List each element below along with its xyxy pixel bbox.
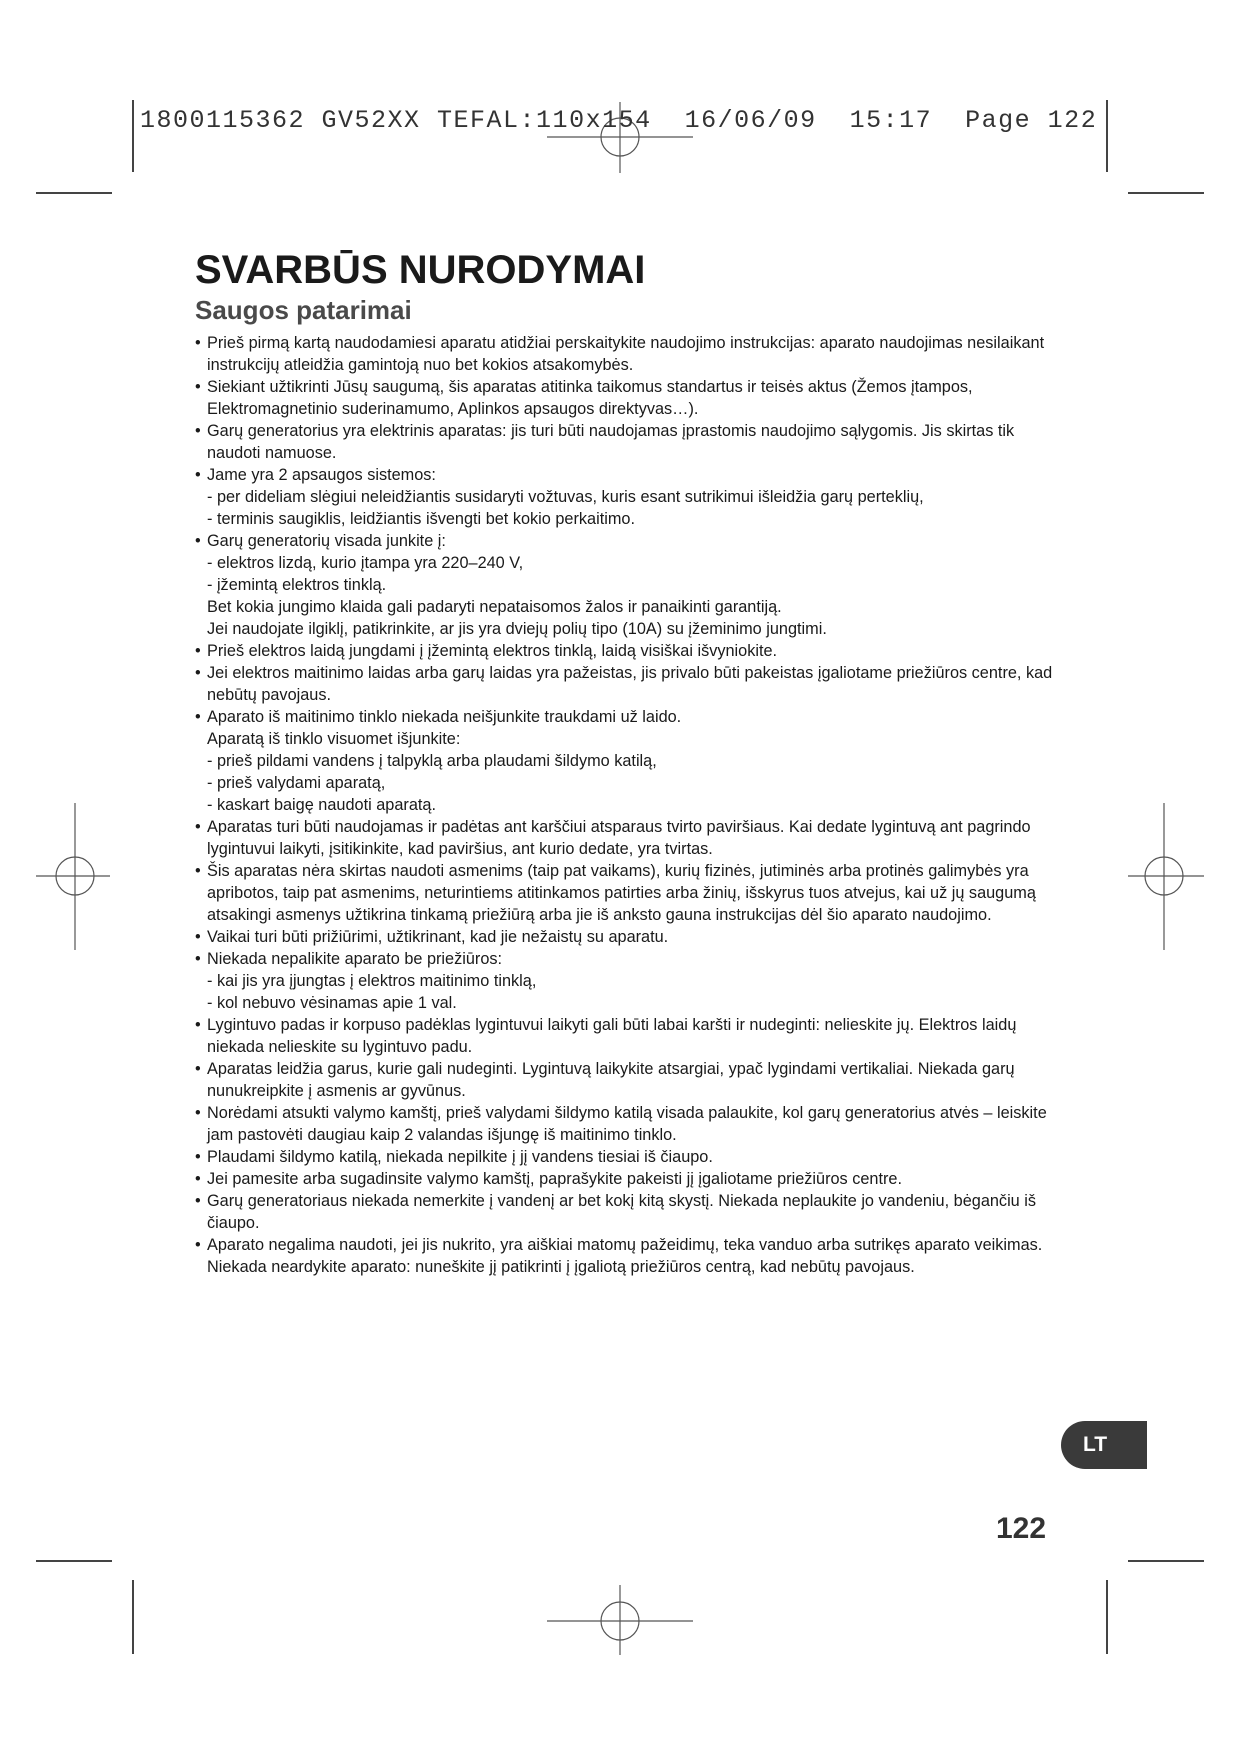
bullet-icon: • [195,378,201,396]
list-item-text: Siekiant užtikrinti Jūsų saugumą, šis aparatas atitinka taikomus standartus ir teisės aktus (Žemos įtampos, Elektromagnetinio suderinamumo, Aplinkos apsaugos direktyvas…). [207,378,973,418]
list-item [195,376,1055,420]
bullet-icon: • [195,862,201,880]
list-item-text: Garų generatorius yra elektrinis aparatas: jis turi būti naudojamas įprastomis naudojimo sąlygomis. Jis skirtas tik naudoti namuose. [207,422,1015,462]
bullet-icon: • [195,1060,201,1078]
bullet-icon: • [195,818,201,836]
list-item-subline: - kai jis yra įjungtas į elektros maitinimo tinklą, [207,972,537,990]
safety-list [195,332,1055,1278]
list-item-text: Prieš elektros laidą jungdami į įžemintą elektros tinklą, laidą visiškai išvyniokite. [207,642,778,660]
list-item [195,464,1055,530]
list-item [195,1014,1055,1058]
bullet-icon: • [195,1104,201,1122]
bullet-icon: • [195,1192,201,1210]
print-header-job: 1800115362 GV52XX TEFAL:110x154 [140,106,652,135]
page-number: 122 [996,1512,1047,1545]
list-item-subline: - terminis saugiklis, leidžiantis išvengti bet kokio perkaitimo. [207,510,636,528]
list-item-subline: - kaskart baigę naudoti aparatą. [207,796,436,814]
list-item [195,1058,1055,1102]
bullet-icon: • [195,1016,201,1034]
bullet-icon: • [195,708,201,726]
print-header-page: Page 122 [965,106,1098,135]
list-item-text: Šis aparatas nėra skirtas naudoti asmenims (taip pat vaikams), kurių fizinės, jutiminės arba protinės galimybės yra apribotos, taip pat asmenims, neturintiems atitinkamos patirties arba žinių, išskyrus tuos atvejus, kai už jų saugumą atsakingi asmenys užtikrina tinkamą priežiūrą arba jie iš anksto gauna instrukcijas dėl šio aparato naudojimo. [207,862,1036,924]
registration-mark-right [1128,803,1204,950]
bullet-icon: • [195,334,201,352]
registration-mark-left [36,803,110,950]
bullet-icon: • [195,1148,201,1166]
list-item-subline: Jei naudojate ilgiklį, patikrinkite, ar jis yra dviejų polių tipo (10A) su įžeminimo jungtimi. [207,620,827,638]
list-item-subline: - prieš pildami vandens į talpyklą arba plaudami šildymo katilą, [207,752,657,770]
print-header-date: 16/06/09 [684,106,817,135]
list-item [195,1146,1055,1168]
list-item-text: Aparato negalima naudoti, jei jis nukrito, yra aiškiai matomų pažeidimų, teka vanduo arba sutrikęs aparato veikimas. Niekada neardykite aparato: nuneškite jį patikrinti į įgaliotą priežiūros centrą, kad nebūtų pavojaus. [207,1236,1043,1276]
list-item-text: Prieš pirmą kartą naudodamiesi aparatu atidžiai perskaitykite naudojimo instrukcijas: aparato naudojimas nesilaikant instrukcijų atleidžia gamintoją nuo bet kokios atsakomybės. [207,334,1045,374]
list-item [195,1190,1055,1234]
page-title: SVARBŪS NURODYMAI [195,248,646,292]
bullet-icon: • [195,1236,201,1254]
list-item-subline: Aparatą iš tinklo visuomet išjunkite: [207,730,461,748]
registration-mark-bottom [547,1585,693,1655]
list-item-text: Jei elektros maitinimo laidas arba garų laidas yra pažeistas, jis privalo būti pakeistas įgaliotame priežiūros centre, kad nebūtų pavojaus. [207,664,1053,704]
list-item-subline: - elektros lizdą, kurio įtampa yra 220–240 V, [207,554,524,572]
list-item [195,662,1055,706]
list-item [195,816,1055,860]
list-item [195,860,1055,926]
list-item [195,530,1055,640]
list-item [195,926,1055,948]
list-item-text: Niekada nepalikite aparato be priežiūros: [207,950,503,968]
bullet-icon: • [195,664,201,682]
list-item-subline: - kol nebuvo vėsinamas apie 1 val. [207,994,457,1012]
bullet-icon: • [195,928,201,946]
list-item-text: Aparato iš maitinimo tinklo niekada neišjunkite traukdami už laido. [207,708,682,726]
list-item-text: Garų generatoriaus niekada nemerkite į vandenį ar bet kokį kitą skystį. Niekada neplaukite jo vandeniu, bėgančiu iš čiaupo. [207,1192,1037,1232]
list-item [195,1234,1055,1278]
bullet-icon: • [195,422,201,440]
list-item [195,332,1055,376]
bullet-icon: • [195,466,201,484]
bullet-icon: • [195,532,201,550]
bullet-icon: • [195,642,201,660]
list-item [195,948,1055,1014]
document-body [195,246,1055,1278]
bullet-icon: • [195,950,201,968]
list-item-subline: - per dideliam slėgiui neleidžiantis susidaryti vožtuvas, kuris esant sutrikimui išleidžia garų perteklių, [207,488,924,506]
list-item-text: Vaikai turi būti prižiūrimi, užtikrinant, kad jie nežaistų su aparatu. [207,928,669,946]
print-header [140,106,1097,135]
list-item [195,1102,1055,1146]
language-tab: LT [1061,1421,1147,1469]
list-item-subline: - prieš valydami aparatą, [207,774,386,792]
list-item-text: Jei pamesite arba sugadinsite valymo kamštį, paprašykite pakeisti jį įgaliotame priežiūros centre. [207,1170,902,1188]
section-subtitle: Saugos patarimai [195,295,412,325]
list-item-subline: Bet kokia jungimo klaida gali padaryti nepataisomos žalos ir panaikinti garantiją. [207,598,782,616]
list-item-text: Aparatas turi būti naudojamas ir padėtas ant karščiui atsparaus tvirto paviršiaus. Kai dedate lygintuvą ant pagrindo lygintuvui laikyti, įsitikinkite, kad paviršius, ant kurio dedate, yra tvirtas. [207,818,1031,858]
list-item-text: Jame yra 2 apsaugos sistemos: [207,466,436,484]
list-item-text: Aparatas leidžia garus, kurie gali nudeginti. Lygintuvą laikykite atsargiai, ypač lygindami vertikaliai. Niekada garų nunukreipkite į asmenis ar gyvūnus. [207,1060,1015,1100]
list-item [195,1168,1055,1190]
list-item [195,706,1055,816]
list-item-text: Plaudami šildymo katilą, niekada nepilkite į jį vandens tiesiai iš čiaupo. [207,1148,713,1166]
list-item-text: Norėdami atsukti valymo kamštį, prieš valydami šildymo katilą visada palaukite, kol garų generatorius atvės – leiskite jam pastovėti daugiau kaip 2 valandas išjungę iš maitinimo tinklo. [207,1104,1047,1144]
list-item-subline: - įžemintą elektros tinklą. [207,576,387,594]
list-item-text: Lygintuvo padas ir korpuso padėklas lygintuvui laikyti gali būti labai karšti ir nudeginti: nelieskite jų. Elektros laidų niekada nelieskite su lygintuvo padu. [207,1016,1017,1056]
list-item-text: Garų generatorių visada junkite į: [207,532,446,550]
bullet-icon: • [195,1170,201,1188]
list-item [195,640,1055,662]
print-header-time: 15:17 [849,106,933,135]
list-item [195,420,1055,464]
